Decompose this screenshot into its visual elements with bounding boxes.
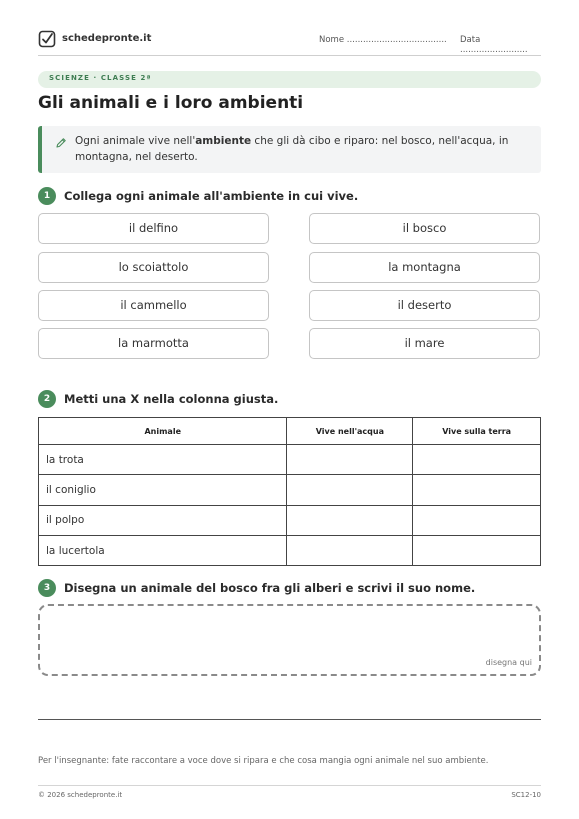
animal-box[interactable]: la marmotta bbox=[38, 328, 269, 359]
table-row bbox=[39, 535, 541, 565]
teacher-note: Per l'insegnante: fate raccontare a voce dove si ripara e che cosa mangia ogni animale nel suo ambiente. bbox=[38, 756, 489, 766]
animal-cell: il polpo bbox=[39, 505, 287, 535]
column-header: Animale bbox=[39, 418, 287, 445]
environment-box[interactable]: il deserto bbox=[309, 290, 540, 321]
intro-keyword: ambiente bbox=[195, 135, 252, 147]
separator-line bbox=[38, 719, 541, 720]
water-answer-cell[interactable] bbox=[287, 475, 413, 505]
intro-text: Ogni animale vive nell'ambiente che gli dà cibo e riparo: nel bosco, nell'acqua, in montagna, nel deserto. bbox=[75, 135, 509, 163]
question-text: Metti una X nella colonna giusta. bbox=[64, 392, 279, 406]
water-answer-cell[interactable] bbox=[287, 535, 413, 565]
environment-box[interactable]: la montagna bbox=[309, 252, 540, 283]
name-field: Nome ..................................... bbox=[319, 35, 447, 45]
page-header bbox=[38, 30, 541, 56]
land-answer-cell[interactable] bbox=[413, 505, 541, 535]
brand-name: schedepronte.it bbox=[62, 33, 152, 44]
footer-divider bbox=[38, 785, 541, 786]
land-answer-cell[interactable] bbox=[413, 535, 541, 565]
animal-cell: la lucertola bbox=[39, 535, 287, 565]
answer-table bbox=[38, 417, 541, 566]
subject-badge-label: SCIENZE · CLASSE 2ª bbox=[49, 74, 152, 82]
drawing-hint: disegna qui bbox=[485, 658, 532, 667]
intro-box bbox=[38, 126, 541, 173]
question-number: 2 bbox=[38, 390, 56, 408]
column-header: Vive sulla terra bbox=[413, 418, 541, 445]
land-answer-cell[interactable] bbox=[413, 475, 541, 505]
checkbox-icon bbox=[38, 30, 56, 48]
pencil-icon bbox=[55, 137, 67, 149]
column-header: Vive nell'acqua bbox=[287, 418, 413, 445]
question-number: 3 bbox=[38, 579, 56, 597]
table-row bbox=[39, 505, 541, 535]
table-header-row bbox=[39, 418, 541, 445]
drawing-area[interactable] bbox=[38, 604, 541, 676]
subject-badge bbox=[38, 71, 541, 88]
land-answer-cell[interactable] bbox=[413, 445, 541, 475]
page-title: Gli animali e i loro ambienti bbox=[38, 93, 304, 113]
water-answer-cell[interactable] bbox=[287, 445, 413, 475]
environment-box[interactable]: il bosco bbox=[309, 213, 540, 244]
date-field: Data ......................... bbox=[460, 35, 528, 55]
question-text: Collega ogni animale all'ambiente in cui vive. bbox=[64, 189, 359, 203]
animal-box[interactable]: il delfino bbox=[38, 213, 269, 244]
animal-box[interactable]: il cammello bbox=[38, 290, 269, 321]
question-number: 1 bbox=[38, 187, 56, 205]
question-text: Disegna un animale del bosco fra gli alberi e scrivi il suo nome. bbox=[64, 581, 476, 595]
sheet-code: SC12-10 bbox=[511, 791, 541, 799]
water-answer-cell[interactable] bbox=[287, 505, 413, 535]
table-row bbox=[39, 445, 541, 475]
animal-cell: il coniglio bbox=[39, 475, 287, 505]
table-row bbox=[39, 475, 541, 505]
animal-cell: la trota bbox=[39, 445, 287, 475]
copyright: © 2026 schedepronte.it bbox=[38, 791, 123, 799]
animal-box[interactable]: lo scoiattolo bbox=[38, 252, 269, 283]
environment-box[interactable]: il mare bbox=[309, 328, 540, 359]
